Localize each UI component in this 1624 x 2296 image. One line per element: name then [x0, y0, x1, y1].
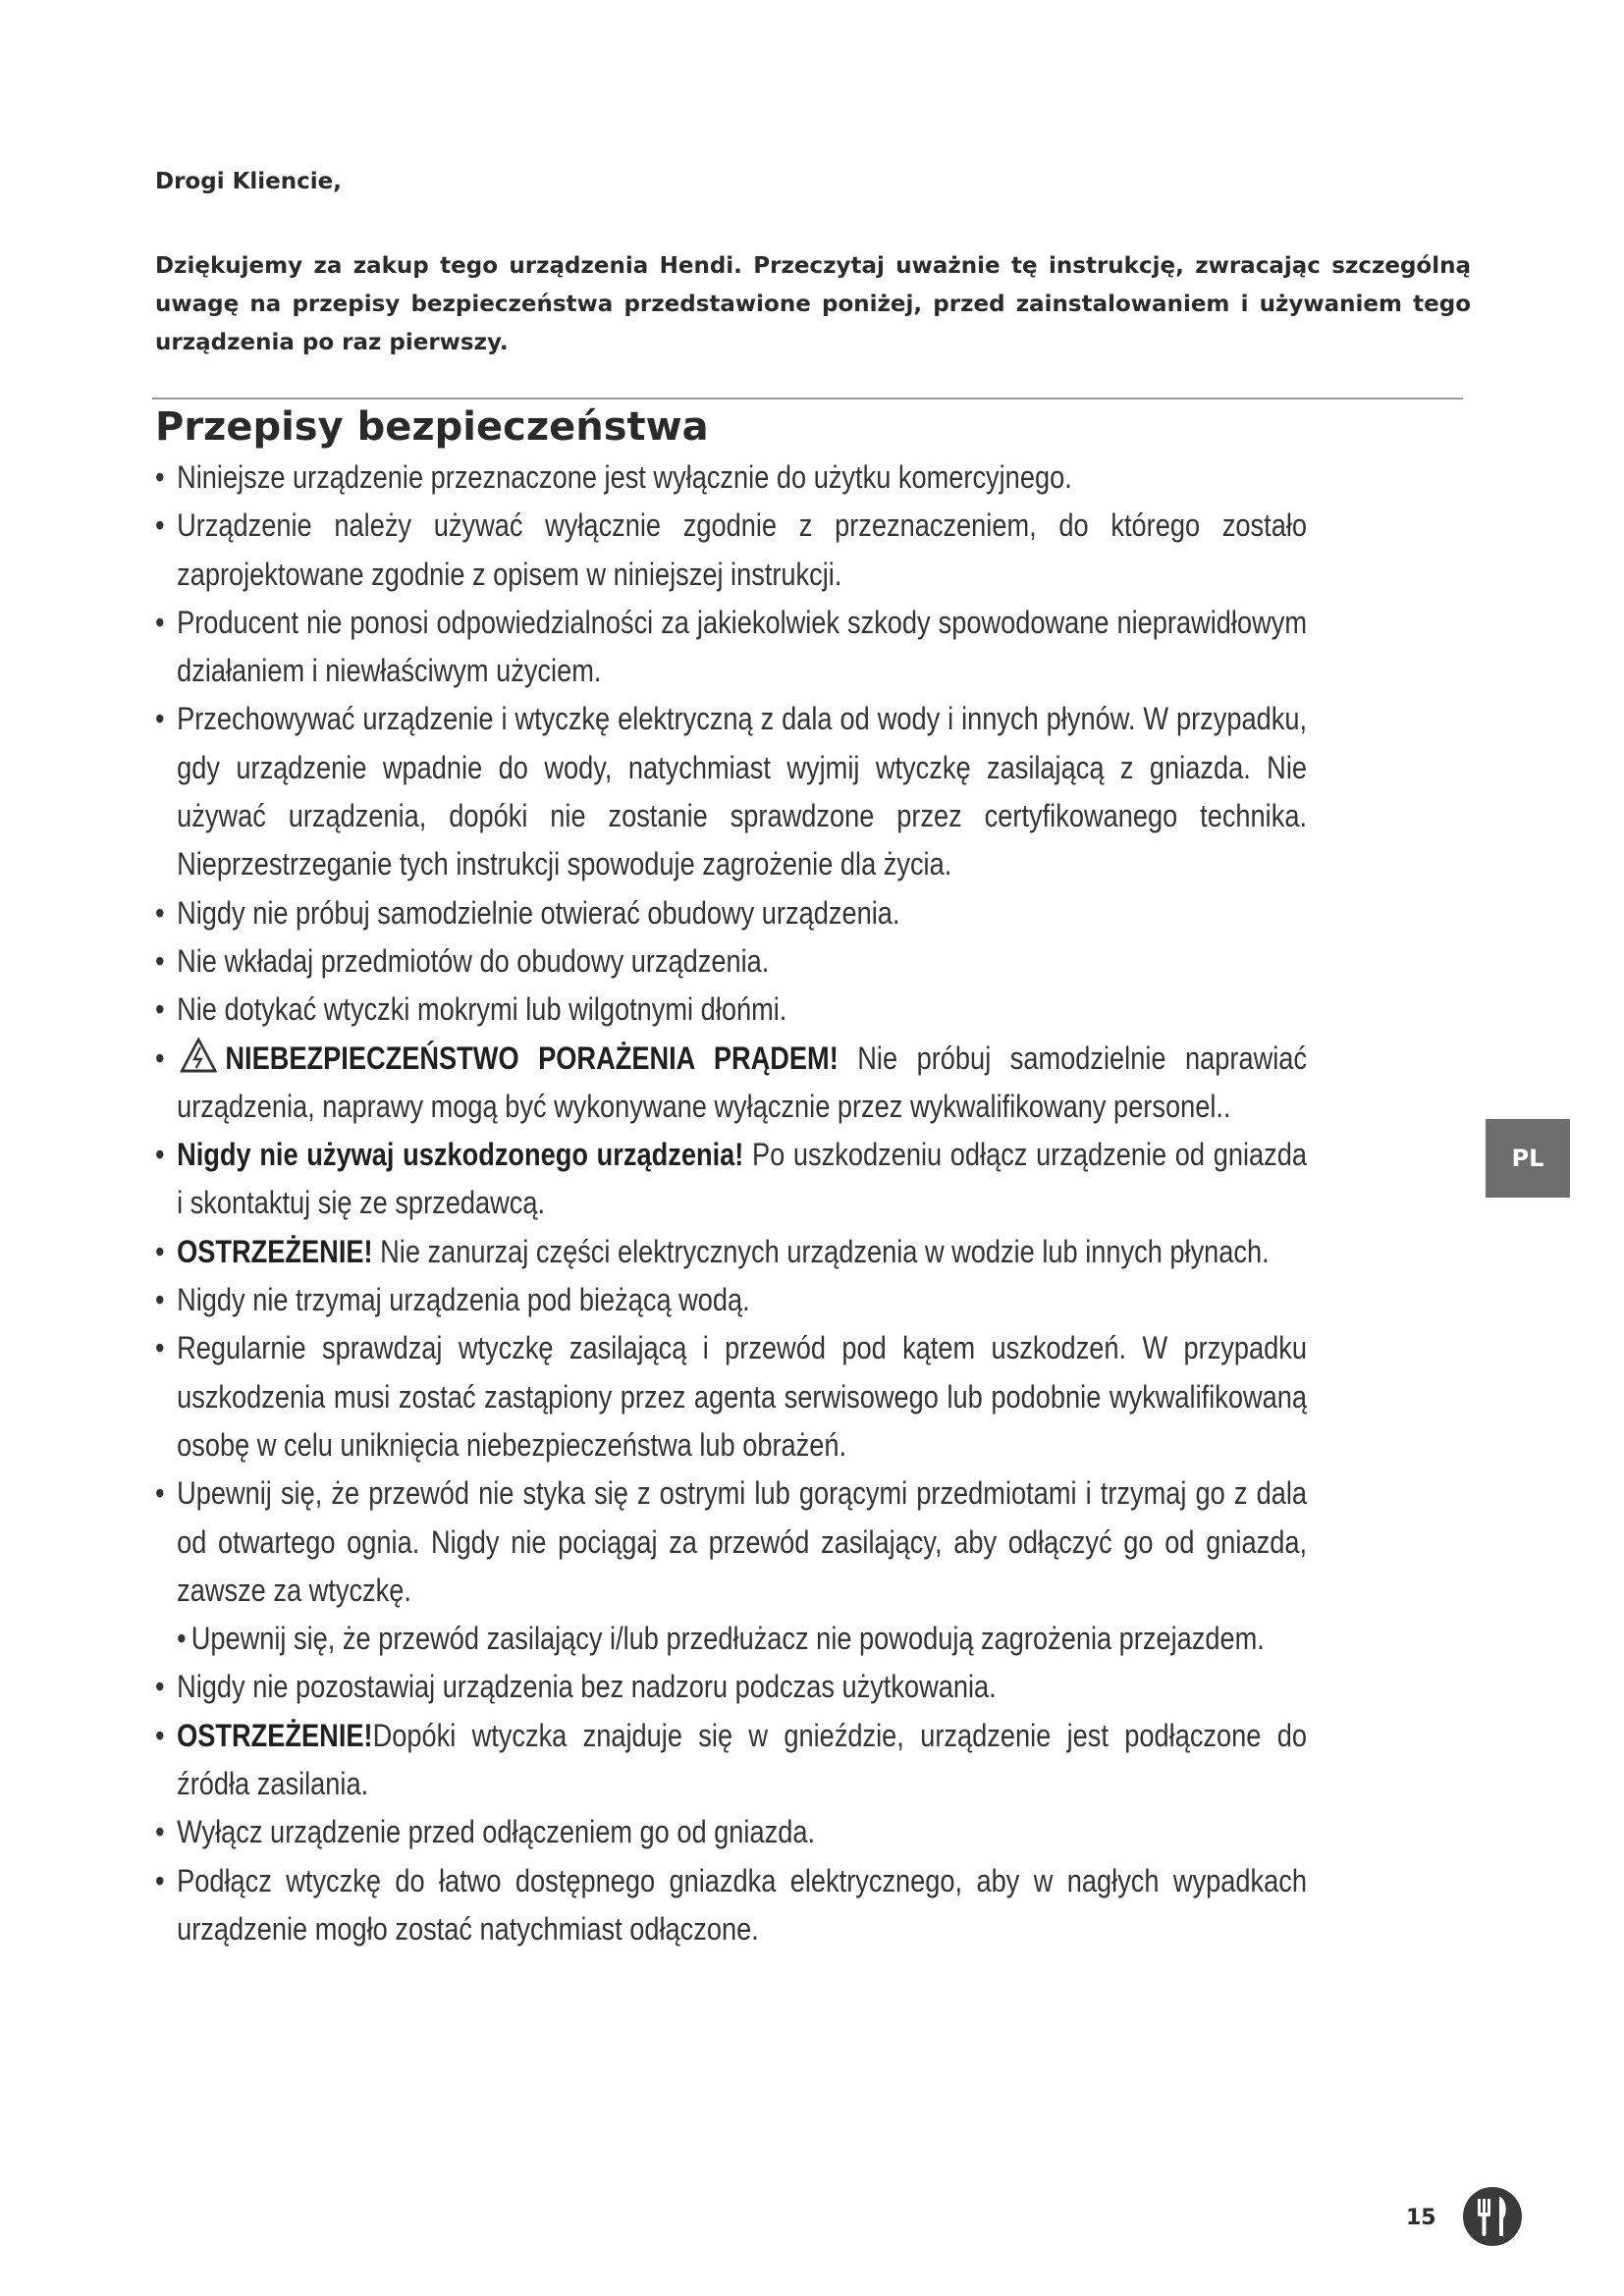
warning-label: OSTRZEŻENIE! — [177, 1717, 373, 1753]
bullet: • — [155, 1669, 165, 1705]
safety-rule — [155, 1469, 1307, 1615]
bullet: • — [155, 1862, 165, 1898]
rule-text: Producent nie ponosi odpowiedzialności za jakiekolwiek szkody spowodowane nieprawidłowym działaniem i niewłaściwym użyciem. — [177, 604, 1308, 689]
rule-text: Nie dotykać wtyczki mokrymi lub wilgotnymi dłońmi. — [177, 991, 787, 1028]
bullet: • — [155, 1137, 165, 1173]
high-voltage-warning-icon — [181, 1038, 217, 1073]
safety-rule — [155, 986, 1307, 1034]
bullet: • — [155, 701, 165, 737]
safety-rule — [155, 1615, 1307, 1663]
safety-rule — [155, 937, 1307, 986]
rule-text: Nie próbuj samodzielnie naprawiać urządzenia, naprawy mogą być wykonywane wyłącznie przez wykwalifikowany personel.. — [177, 1040, 1308, 1124]
safety-rules-list — [155, 454, 1510, 1953]
bullet: • — [155, 942, 165, 979]
rule-text: Niniejsze urządzenie przeznaczone jest wyłącznie do użytku komercyjnego. — [177, 459, 1072, 495]
rule-text: Dopóki wtyczka znajduje się w gnieździe, urządzenie jest podłączone do źródła zasilania. — [177, 1717, 1307, 1802]
bullet: • — [155, 1282, 165, 1318]
safety-rule — [155, 695, 1307, 888]
rule-text: Upewnij się, że przewód zasilający i/lub przedłużacz nie powodują zagrożenia przejazdem. — [190, 1621, 1265, 1657]
bullet: • — [155, 1330, 165, 1366]
rule-text: Nigdy nie pozostawiaj urządzenia bez nadzoru podczas użytkowania. — [177, 1669, 997, 1705]
safety-rule — [155, 454, 1307, 502]
rule-text: Nigdy nie trzymaj urządzenia pod bieżącą wodą. — [177, 1282, 750, 1318]
safety-rule — [155, 1663, 1307, 1711]
bullet: • — [155, 1717, 165, 1753]
safety-rule — [155, 599, 1307, 696]
bullet: • — [155, 507, 165, 544]
rule-text: Upewnij się, że przewód nie styka się z ostrymi lub gorącymi przedmiotami i trzymaj go z dala od otwartego ognia. Nigdy nie pociągaj za przewód zasilający, aby odłączyć go od gniazda, zawsze za wtyczkę. — [177, 1475, 1308, 1608]
rule-text: Urządzenie należy używać wyłącznie zgodnie z przeznaczeniem, do którego zostało zaprojektowane zgodnie z opisem w niniejszej instrukcji. — [177, 507, 1308, 592]
bullet: • — [155, 991, 165, 1028]
safety-rule — [155, 1712, 1307, 1809]
bullet: • — [155, 1814, 165, 1850]
safety-rule — [155, 1228, 1307, 1276]
danger-label: NIEBEZPIECZEŃSTWO PORAŻENIA PRĄDEM! — [225, 1040, 839, 1076]
salutation: Drogi Kliencie, — [155, 169, 343, 194]
safety-rule — [155, 889, 1307, 937]
safety-rule — [155, 1276, 1307, 1324]
safety-rule — [155, 1131, 1307, 1228]
bullet: • — [155, 604, 165, 640]
rule-text: Nigdy nie próbuj samodzielnie otwierać obudowy urządzenia. — [177, 894, 900, 931]
rule-text: Przechowywać urządzenie i wtyczkę elektryczną z dala od wody i innych płynów. W przypadku, gdy urządzenie wpadnie do wody, natychmiast wyjmij wtyczkę zasilającą z gniazda. Nie używać urządzenia, dopóki nie zostanie sprawdzone przez certyfikowanego technika. Nieprzestrzeganie tych instrukcji spowoduje zagrożenie dla życia. — [177, 701, 1308, 882]
warning-label: Nigdy nie używaj uszkodzonego urządzenia! — [177, 1137, 744, 1173]
safety-rule — [155, 1857, 1307, 1954]
bullet: • — [155, 1475, 165, 1512]
rule-text: Regularnie sprawdzaj wtyczkę zasilającą i przewód pod kątem uszkodzeń. W przypadku uszkodzenia musi zostać zastąpiony przez agenta serwisowego lub podobnie wykwalifikowaną osobę w celu uniknięcia niebezpieczeństwa lub obrażeń. — [177, 1330, 1308, 1463]
rule-text: Wyłącz urządzenie przed odłączeniem go od gniazda. — [177, 1814, 816, 1850]
rule-text: Nie wkładaj przedmiotów do obudowy urządzenia. — [177, 942, 770, 979]
warning-label: OSTRZEŻENIE! — [177, 1233, 373, 1269]
language-tab: PL — [1486, 1119, 1570, 1198]
rule-text: Nie zanurzaj części elektrycznych urządzenia w wodzie lub innych płynach. — [372, 1233, 1270, 1269]
bullet: • — [155, 894, 165, 931]
cutlery-logo-icon — [1461, 2185, 1524, 2248]
rule-text: Podłącz wtyczkę do łatwo dostępnego gniazdka elektrycznego, aby w nagłych wypadkach urządzenie mogło zostać natychmiast odłączone. — [177, 1862, 1308, 1947]
safety-rule — [155, 1324, 1307, 1469]
bullet: • — [155, 1040, 165, 1076]
bullet: • — [177, 1621, 187, 1657]
safety-rule — [155, 502, 1307, 599]
safety-rule — [155, 1035, 1307, 1132]
safety-rule — [155, 1808, 1307, 1856]
bullet: • — [155, 1233, 165, 1269]
section-title: Przepisy bezpieczeństwa — [155, 404, 709, 450]
rule-text: Po uszkodzeniu odłącz urządzenie od gniazda i skontaktuj się ze sprzedawcą. — [177, 1137, 1308, 1221]
page-number: 15 — [1406, 2206, 1436, 2230]
bullet: • — [155, 459, 165, 495]
intro-paragraph: Dziękujemy za zakup tego urządzenia Hendi. Przeczytaj uważnie tę instrukcję, zwracając szczególną uwagę na przepisy bezpieczeństwa przedstawione poniżej, przed zainstalowaniem i używaniem tego urządzenia po raz pierwszy. — [155, 253, 1471, 355]
